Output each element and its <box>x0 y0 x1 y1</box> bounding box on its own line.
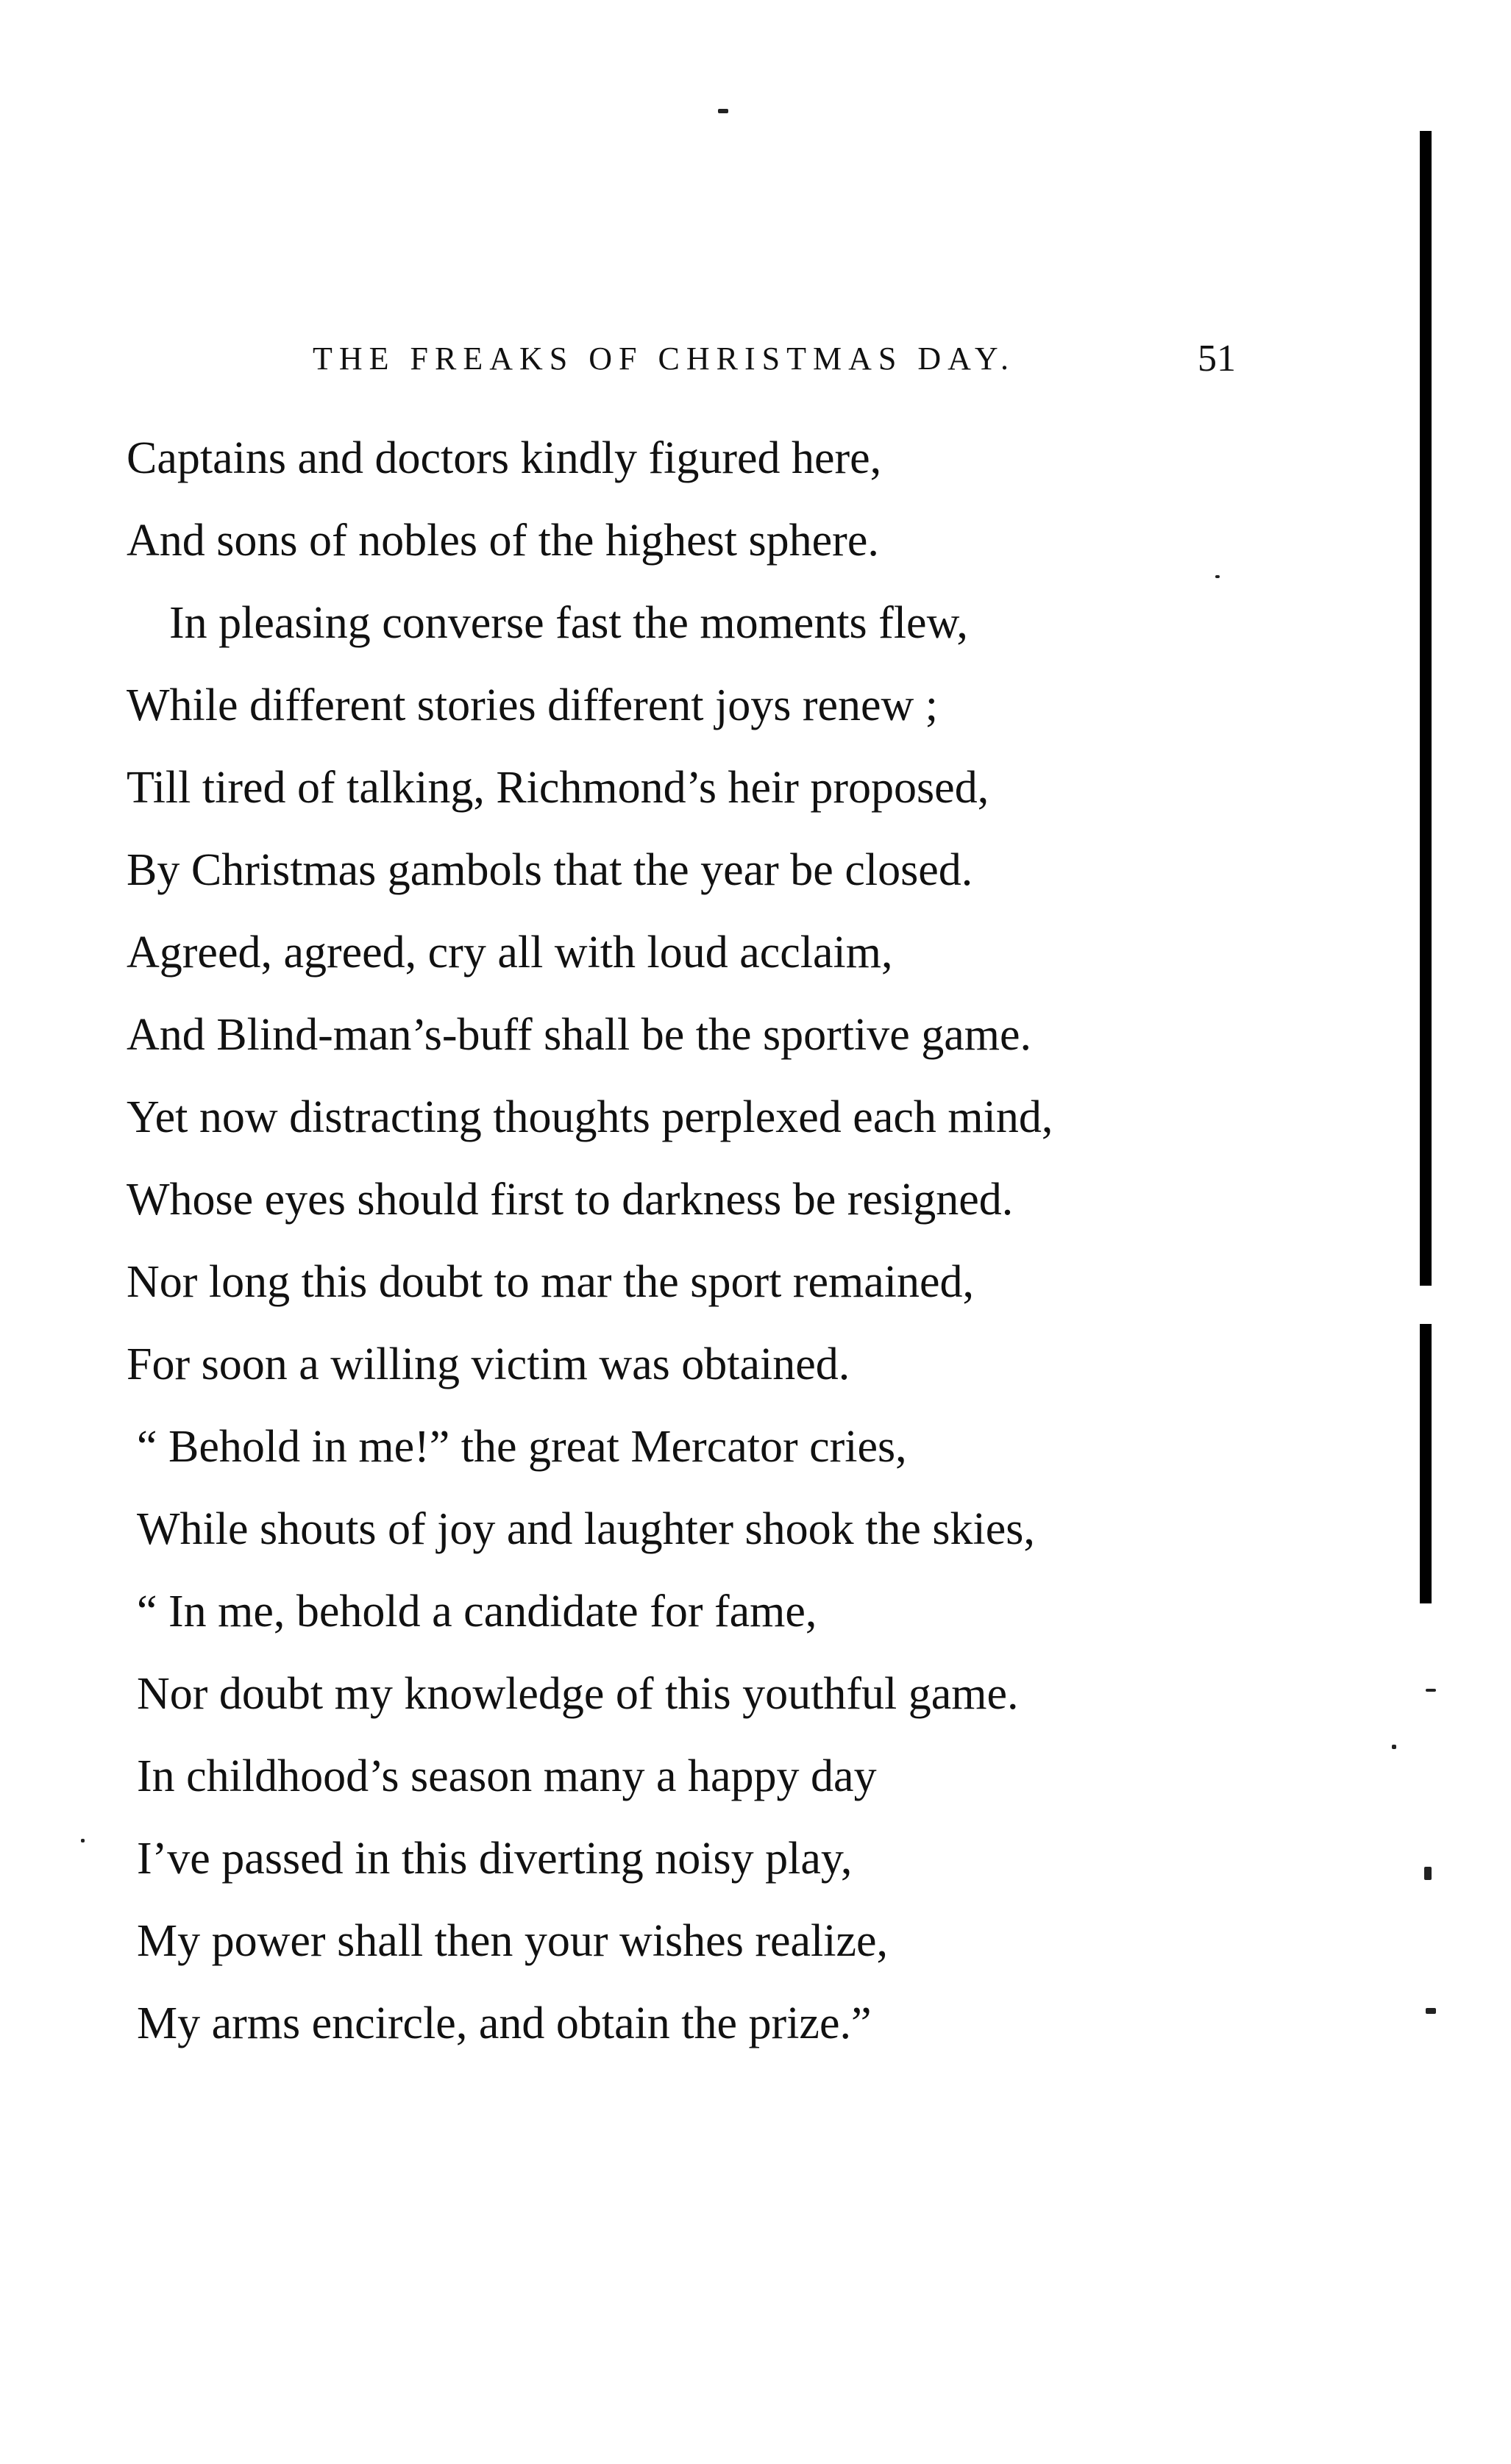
scan-speck <box>1426 2008 1436 2014</box>
scan-speck <box>1392 1745 1396 1749</box>
poem-line: Nor long this doubt to mar the sport remained, <box>127 1257 974 1307</box>
poem-line: While different stories different joys renew ; <box>127 680 939 730</box>
poem-line: For soon a willing victim was obtained. <box>127 1339 850 1389</box>
poem-line: In pleasing converse fast the moments flew, <box>169 598 968 648</box>
scan-speck <box>1424 1867 1432 1880</box>
poem-line: My power shall then your wishes realize, <box>137 1916 889 1966</box>
poem-line: Till tired of talking, Richmond’s heir proposed, <box>127 763 989 813</box>
poem-line: In childhood’s season many a happy day <box>137 1751 877 1801</box>
poem-line: Yet now distracting thoughts perplexed each mind, <box>127 1092 1053 1142</box>
poem-line: Whose eyes should first to darkness be resigned. <box>127 1175 1014 1225</box>
page-number: 51 <box>1198 338 1236 380</box>
scan-speck <box>1426 1689 1436 1692</box>
poem-line: By Christmas gambols that the year be closed. <box>127 845 973 895</box>
poem-line: “ Behold in me!” the great Mercator cries, <box>137 1422 907 1472</box>
poem-line: I’ve passed in this diverting noisy play, <box>137 1834 853 1884</box>
poem-line: And Blind-man’s-buff shall be the sportive game. <box>127 1010 1032 1060</box>
poem-line: Captains and doctors kindly figured here, <box>127 433 882 483</box>
running-head: THE FREAKS OF CHRISTMAS DAY. <box>313 341 1015 377</box>
poem-line: And sons of nobles of the highest sphere. <box>127 516 879 566</box>
poem-line: “ In me, behold a candidate for fame, <box>137 1587 817 1637</box>
binding-edge-bar <box>1420 1324 1432 1603</box>
poem-line: Nor doubt my knowledge of this youthful game. <box>137 1669 1019 1719</box>
scan-speck <box>718 109 728 113</box>
binding-edge-bar <box>1420 131 1432 1286</box>
poem-line: While shouts of joy and laughter shook the skies, <box>137 1504 1035 1554</box>
scan-speck <box>1215 575 1220 578</box>
poem-line: My arms encircle, and obtain the prize.” <box>137 1998 872 2048</box>
scan-speck <box>81 1839 85 1842</box>
poem-line: Agreed, agreed, cry all with loud acclaim, <box>127 927 893 978</box>
